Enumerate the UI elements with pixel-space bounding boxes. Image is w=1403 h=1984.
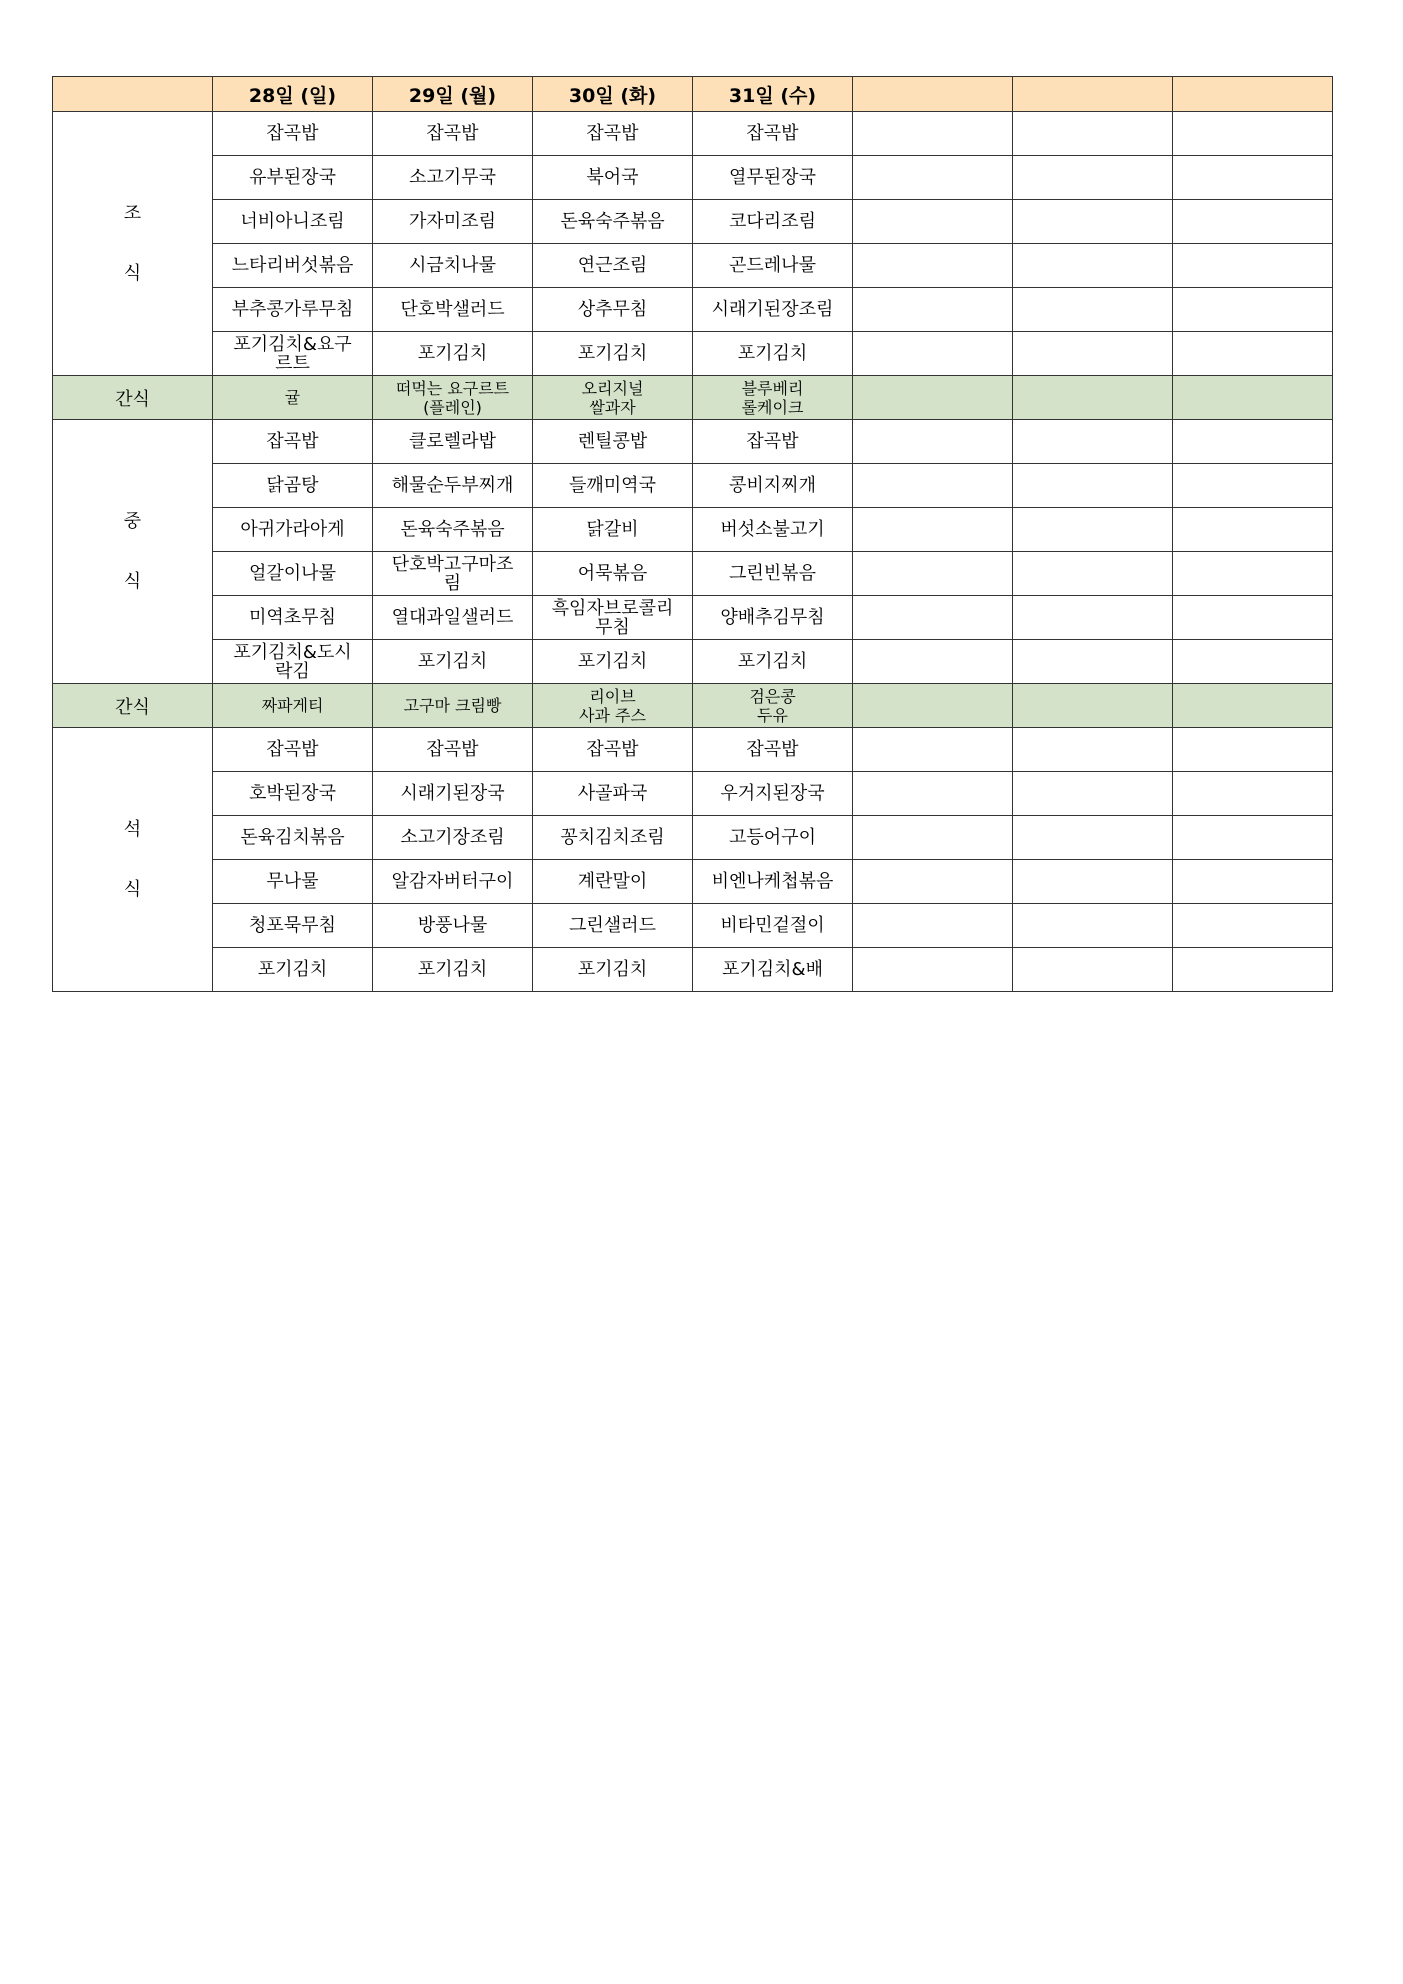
dinner-menu-cell xyxy=(853,816,1013,860)
lunch-row xyxy=(53,596,1333,640)
dinner-menu-cell: 비엔나케첩볶음 xyxy=(693,860,853,904)
lunch-row xyxy=(53,420,1333,464)
breakfast-menu-cell xyxy=(1173,200,1333,244)
lunch-menu-cell xyxy=(1173,464,1333,508)
snack1-menu-cell xyxy=(1013,376,1173,420)
lunch-label xyxy=(53,420,213,684)
snack2-menu-cell: 검은콩 두유 xyxy=(693,684,853,728)
dinner-menu-cell: 사골파국 xyxy=(533,772,693,816)
breakfast-menu-cell: 가자미조림 xyxy=(373,200,533,244)
breakfast-menu-cell xyxy=(1013,288,1173,332)
breakfast-menu-cell xyxy=(1013,244,1173,288)
breakfast-menu-cell: 코다리조림 xyxy=(693,200,853,244)
breakfast-row xyxy=(53,156,1333,200)
breakfast-row xyxy=(53,332,1333,376)
dinner-menu-cell xyxy=(1173,948,1333,992)
lunch-label-char: 중 xyxy=(123,510,142,532)
dinner-menu-cell xyxy=(1173,728,1333,772)
lunch-menu-cell: 아귀가라아게 xyxy=(213,508,373,552)
dinner-menu-cell xyxy=(1013,948,1173,992)
breakfast-menu-cell xyxy=(1173,156,1333,200)
breakfast-menu-cell xyxy=(853,112,1013,156)
lunch-menu-cell: 미역초무침 xyxy=(213,596,373,640)
header-day-29: 29일 (월) xyxy=(373,77,533,112)
lunch-menu-cell: 잡곡밥 xyxy=(693,420,853,464)
date-header-row xyxy=(53,77,1333,112)
lunch-menu-cell xyxy=(1013,420,1173,464)
dinner-menu-cell xyxy=(1173,816,1333,860)
lunch-menu-cell: 단호박고구마조 림 xyxy=(373,552,533,596)
breakfast-menu-cell xyxy=(1013,200,1173,244)
snack2-menu-cell: 고구마 크림빵 xyxy=(373,684,533,728)
dinner-label-char: 석 xyxy=(123,818,142,840)
snack1-row xyxy=(53,376,1333,420)
breakfast-label-char: 식 xyxy=(123,262,142,284)
dinner-menu-cell xyxy=(853,728,1013,772)
lunch-menu-cell xyxy=(1013,552,1173,596)
dinner-menu-cell: 포기김치 xyxy=(533,948,693,992)
snack2-menu-cell xyxy=(1173,684,1333,728)
dinner-menu-cell: 잡곡밥 xyxy=(693,728,853,772)
dinner-menu-cell: 호박된장국 xyxy=(213,772,373,816)
lunch-menu-cell: 포기김치 xyxy=(693,640,853,684)
breakfast-menu-cell xyxy=(1013,156,1173,200)
lunch-menu-cell xyxy=(853,552,1013,596)
breakfast-menu-cell: 곤드레나물 xyxy=(693,244,853,288)
breakfast-label-char: 조 xyxy=(123,202,142,224)
breakfast-menu-cell xyxy=(1173,332,1333,376)
lunch-menu-cell xyxy=(853,464,1013,508)
breakfast-row xyxy=(53,244,1333,288)
lunch-menu-cell: 들깨미역국 xyxy=(533,464,693,508)
lunch-menu-cell: 버섯소불고기 xyxy=(693,508,853,552)
snack2-label: 간식 xyxy=(53,684,213,728)
dinner-menu-cell: 고등어구이 xyxy=(693,816,853,860)
breakfast-menu-cell xyxy=(1173,244,1333,288)
snack1-menu-cell xyxy=(853,376,1013,420)
dinner-label xyxy=(53,728,213,992)
dinner-menu-cell xyxy=(1173,772,1333,816)
breakfast-menu-cell: 유부된장국 xyxy=(213,156,373,200)
dinner-menu-cell: 잡곡밥 xyxy=(533,728,693,772)
lunch-row xyxy=(53,640,1333,684)
snack2-menu-cell: 리이브 사과 주스 xyxy=(533,684,693,728)
lunch-menu-cell xyxy=(1013,640,1173,684)
breakfast-menu-cell xyxy=(853,288,1013,332)
lunch-menu-cell: 클로렐라밥 xyxy=(373,420,533,464)
lunch-menu-cell: 콩비지찌개 xyxy=(693,464,853,508)
lunch-row xyxy=(53,552,1333,596)
breakfast-menu-cell: 소고기무국 xyxy=(373,156,533,200)
snack1-menu-cell: 블루베리 롤케이크 xyxy=(693,376,853,420)
lunch-menu-cell: 잡곡밥 xyxy=(213,420,373,464)
dinner-menu-cell xyxy=(1013,772,1173,816)
breakfast-menu-cell: 너비아니조림 xyxy=(213,200,373,244)
dinner-menu-cell: 방풍나물 xyxy=(373,904,533,948)
dinner-menu-cell xyxy=(1013,728,1173,772)
header-day-28: 28일 (일) xyxy=(213,77,373,112)
breakfast-menu-cell: 잡곡밥 xyxy=(533,112,693,156)
lunch-menu-cell: 돈육숙주볶음 xyxy=(373,508,533,552)
breakfast-row xyxy=(53,200,1333,244)
lunch-menu-cell xyxy=(1173,640,1333,684)
dinner-row xyxy=(53,772,1333,816)
lunch-menu-cell xyxy=(1013,596,1173,640)
snack1-menu-cell: 떠먹는 요구르트 (플레인) xyxy=(373,376,533,420)
snack1-menu-cell xyxy=(1173,376,1333,420)
header-empty-6 xyxy=(1013,77,1173,112)
header-corner xyxy=(53,77,213,112)
breakfast-menu-cell: 북어국 xyxy=(533,156,693,200)
lunch-menu-cell: 렌틸콩밥 xyxy=(533,420,693,464)
dinner-menu-cell: 포기김치&배 xyxy=(693,948,853,992)
lunch-menu-cell: 그린빈볶음 xyxy=(693,552,853,596)
lunch-menu-cell xyxy=(853,420,1013,464)
breakfast-menu-cell: 시래기된장조림 xyxy=(693,288,853,332)
breakfast-menu-cell: 포기김치 xyxy=(693,332,853,376)
lunch-menu-cell: 포기김치&도시 락김 xyxy=(213,640,373,684)
lunch-menu-cell: 열대과일샐러드 xyxy=(373,596,533,640)
breakfast-menu-cell: 부추콩가루무침 xyxy=(213,288,373,332)
lunch-menu-cell xyxy=(853,508,1013,552)
breakfast-menu-cell: 잡곡밥 xyxy=(373,112,533,156)
lunch-menu-cell xyxy=(1173,508,1333,552)
lunch-menu-cell: 해물순두부찌개 xyxy=(373,464,533,508)
snack2-menu-cell xyxy=(1013,684,1173,728)
snack1-label: 간식 xyxy=(53,376,213,420)
dinner-menu-cell: 돈육김치볶음 xyxy=(213,816,373,860)
dinner-row xyxy=(53,728,1333,772)
snack1-menu-cell: 귤 xyxy=(213,376,373,420)
dinner-menu-cell xyxy=(1173,860,1333,904)
dinner-menu-cell: 꽁치김치조림 xyxy=(533,816,693,860)
breakfast-row xyxy=(53,112,1333,156)
dinner-menu-cell: 시래기된장국 xyxy=(373,772,533,816)
dinner-menu-cell xyxy=(853,948,1013,992)
dinner-row xyxy=(53,904,1333,948)
breakfast-menu-cell xyxy=(1173,288,1333,332)
lunch-menu-cell xyxy=(853,596,1013,640)
lunch-menu-cell: 포기김치 xyxy=(373,640,533,684)
dinner-menu-cell: 청포묵무침 xyxy=(213,904,373,948)
dinner-menu-cell: 계란말이 xyxy=(533,860,693,904)
breakfast-row xyxy=(53,288,1333,332)
breakfast-menu-cell: 포기김치 xyxy=(373,332,533,376)
header-day-30: 30일 (화) xyxy=(533,77,693,112)
lunch-label-char: 식 xyxy=(123,570,142,592)
breakfast-menu-cell: 연근조림 xyxy=(533,244,693,288)
lunch-menu-cell: 어묵볶음 xyxy=(533,552,693,596)
header-empty-7 xyxy=(1173,77,1333,112)
breakfast-menu-cell: 돈육숙주볶음 xyxy=(533,200,693,244)
menu-body xyxy=(53,112,1333,992)
lunch-menu-cell xyxy=(1173,596,1333,640)
meal-menu-table xyxy=(52,76,1333,992)
breakfast-menu-cell xyxy=(1013,332,1173,376)
breakfast-menu-cell: 느타리버섯볶음 xyxy=(213,244,373,288)
snack1-menu-cell: 오리지널 쌀과자 xyxy=(533,376,693,420)
header-day-31: 31일 (수) xyxy=(693,77,853,112)
dinner-label-char: 식 xyxy=(123,878,142,900)
lunch-row xyxy=(53,508,1333,552)
breakfast-menu-cell: 포기김치 xyxy=(533,332,693,376)
dinner-menu-cell: 알감자버터구이 xyxy=(373,860,533,904)
lunch-menu-cell xyxy=(1013,464,1173,508)
dinner-row xyxy=(53,816,1333,860)
lunch-menu-cell xyxy=(853,640,1013,684)
lunch-menu-cell: 양배추김무침 xyxy=(693,596,853,640)
dinner-menu-cell: 잡곡밥 xyxy=(373,728,533,772)
dinner-menu-cell xyxy=(853,772,1013,816)
lunch-menu-cell: 닭갈비 xyxy=(533,508,693,552)
lunch-row xyxy=(53,464,1333,508)
dinner-menu-cell xyxy=(1173,904,1333,948)
breakfast-menu-cell xyxy=(853,332,1013,376)
breakfast-menu-cell xyxy=(853,244,1013,288)
dinner-menu-cell xyxy=(1013,904,1173,948)
breakfast-menu-cell: 잡곡밥 xyxy=(213,112,373,156)
breakfast-menu-cell: 포기김치&요구 르트 xyxy=(213,332,373,376)
lunch-menu-cell: 닭곰탕 xyxy=(213,464,373,508)
breakfast-menu-cell: 단호박샐러드 xyxy=(373,288,533,332)
breakfast-menu-cell xyxy=(853,200,1013,244)
header-empty-5 xyxy=(853,77,1013,112)
breakfast-menu-cell: 열무된장국 xyxy=(693,156,853,200)
breakfast-menu-cell: 시금치나물 xyxy=(373,244,533,288)
dinner-menu-cell: 비타민겉절이 xyxy=(693,904,853,948)
dinner-menu-cell xyxy=(853,860,1013,904)
snack2-menu-cell xyxy=(853,684,1013,728)
dinner-menu-cell xyxy=(1013,860,1173,904)
dinner-menu-cell: 잡곡밥 xyxy=(213,728,373,772)
snack2-row xyxy=(53,684,1333,728)
lunch-menu-cell xyxy=(1173,552,1333,596)
dinner-menu-cell: 포기김치 xyxy=(373,948,533,992)
breakfast-menu-cell: 상추무침 xyxy=(533,288,693,332)
lunch-menu-cell xyxy=(1013,508,1173,552)
breakfast-menu-cell: 잡곡밥 xyxy=(693,112,853,156)
breakfast-menu-cell xyxy=(1013,112,1173,156)
dinner-menu-cell: 소고기장조림 xyxy=(373,816,533,860)
dinner-menu-cell xyxy=(1013,816,1173,860)
dinner-menu-cell: 무나물 xyxy=(213,860,373,904)
dinner-menu-cell: 포기김치 xyxy=(213,948,373,992)
dinner-menu-cell: 우거지된장국 xyxy=(693,772,853,816)
lunch-menu-cell xyxy=(1173,420,1333,464)
lunch-menu-cell: 포기김치 xyxy=(533,640,693,684)
breakfast-menu-cell xyxy=(1173,112,1333,156)
dinner-menu-cell xyxy=(853,904,1013,948)
breakfast-label xyxy=(53,112,213,376)
lunch-menu-cell: 얼갈이나물 xyxy=(213,552,373,596)
lunch-menu-cell: 흑임자브로콜리 무침 xyxy=(533,596,693,640)
dinner-row xyxy=(53,860,1333,904)
breakfast-menu-cell xyxy=(853,156,1013,200)
dinner-menu-cell: 그린샐러드 xyxy=(533,904,693,948)
snack2-menu-cell: 짜파게티 xyxy=(213,684,373,728)
dinner-row xyxy=(53,948,1333,992)
